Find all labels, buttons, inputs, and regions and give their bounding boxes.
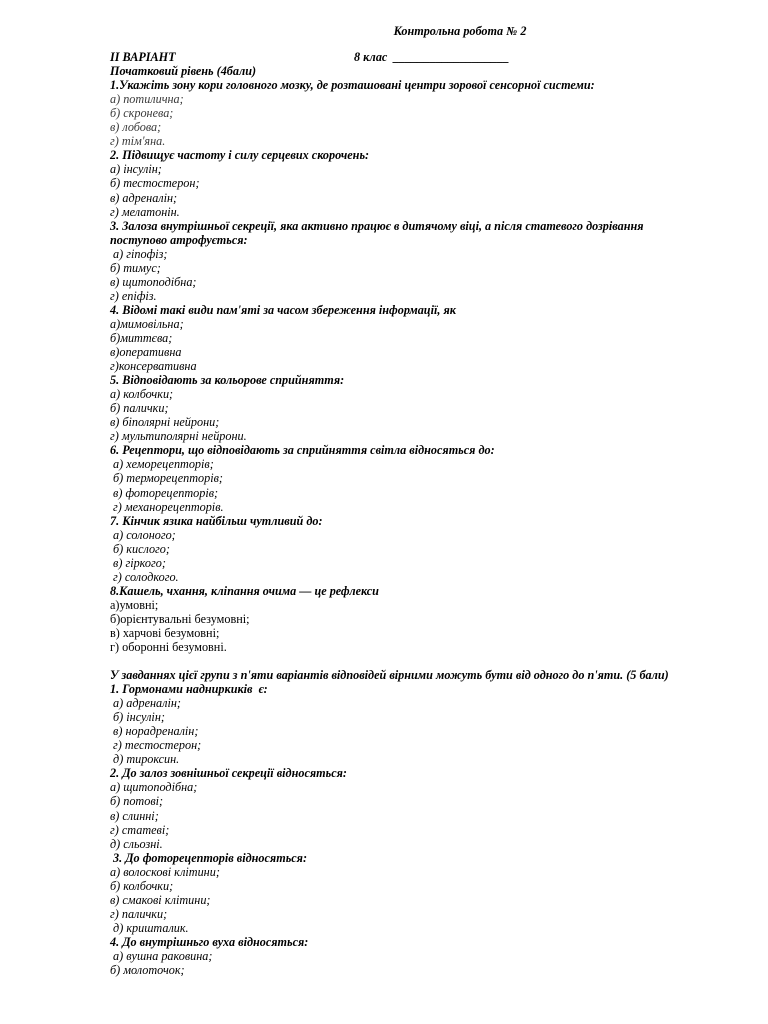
- question-text: 3. Залоза внутрішньої секреції, яка активно працює в дитячому віці, а після статевого дозрівання: [110, 218, 644, 233]
- answer-option: д) тироксин.: [110, 752, 180, 767]
- answer-option: г) епіфіз.: [110, 288, 157, 303]
- answer-option: а) інсулін;: [110, 162, 162, 177]
- answer-option: в) слинні;: [110, 808, 159, 823]
- variant-row: [110, 50, 730, 64]
- answer-option: а) адреналін;: [110, 696, 181, 711]
- document-page: [110, 24, 730, 977]
- answer-option: а)мимовільна;: [110, 316, 184, 331]
- answer-option: д) сльозні.: [110, 836, 163, 851]
- answer-option: г) механорецепторів.: [110, 499, 224, 514]
- answer-option: в) щитоподібна;: [110, 274, 197, 289]
- answer-option: в) гіркого;: [110, 555, 166, 570]
- answer-option: б)орієнтувальні безумовні;: [110, 611, 250, 626]
- answer-option: г) оборонні безумовні.: [110, 640, 227, 655]
- answer-option: а) солоного;: [110, 527, 176, 542]
- answer-option: г) мультиполярні нейрони.: [110, 429, 247, 444]
- page-title: Контрольна робота № 2: [393, 24, 527, 38]
- section-spacer: [110, 654, 730, 668]
- class-label: 8 клас ___________________: [354, 50, 510, 65]
- question-text: 2. Підвищує частоту і силу серцевих скорочень:: [110, 148, 370, 163]
- section2-heading: У завданнях цієї групи з п'яти варіантів відповідей вірними можуть бути від одного до п'яти. (5 бали): [110, 668, 669, 683]
- answer-option: б) інсулін;: [110, 710, 165, 725]
- question-text-continued: поступово атрофується:: [110, 232, 248, 247]
- answer-option: г) статеві;: [110, 822, 170, 837]
- question-text: 7. Кінчик язика найбільш чутливий до:: [110, 513, 323, 528]
- answer-option: г) солодкого.: [110, 569, 179, 584]
- answer-option: в) біполярні нейрони;: [110, 415, 220, 430]
- answer-option: в) лобова;: [110, 120, 162, 135]
- answer-option: в) адреналін;: [110, 190, 178, 205]
- answer-option: г) мелатонін.: [110, 204, 180, 219]
- question-text: 4. До внутрішньго вуха відносяться:: [110, 934, 309, 949]
- answer-option: а) волоскові клітини;: [110, 864, 220, 879]
- question-text: 8.Кашель, чхання, кліпання очима — це рефлекси: [110, 583, 379, 598]
- answer-option: б) терморецепторів;: [110, 471, 223, 486]
- answer-option: б) скронева;: [110, 106, 174, 121]
- answer-option: г)консервативна: [110, 359, 197, 374]
- answer-option: а) хеморецепторів;: [110, 457, 214, 472]
- answer-option: в) норадреналін;: [110, 724, 199, 739]
- question-text: 1.Укажіть зону кори головного мозку, де розташовані центри зорової сенсорної системи:: [110, 78, 595, 93]
- answer-option: в) харчові безумовні;: [110, 625, 220, 640]
- variant-label: II ВАРІАНТ: [110, 50, 176, 65]
- answer-option: в) фоторецепторів;: [110, 485, 219, 500]
- answer-option: б) колбочки;: [110, 878, 174, 893]
- answer-option: а) щитоподібна;: [110, 780, 198, 795]
- answer-option: г) палички;: [110, 906, 168, 921]
- answer-option: в)оперативна: [110, 345, 182, 360]
- answer-option: б) кислого;: [110, 541, 170, 556]
- answer-option: д) кришталик.: [110, 920, 189, 935]
- answer-option: в) смакові клітини;: [110, 892, 211, 907]
- answer-option: б) тестостерон;: [110, 176, 200, 191]
- answer-option: б) палички;: [110, 401, 169, 416]
- answer-option: а) гіпофіз;: [110, 246, 168, 261]
- answer-option: а) вушна раковина;: [110, 949, 213, 963]
- answer-option: б) молоточок;: [110, 963, 185, 978]
- question-text: 5. Відповідають за кольорове сприйняття:: [110, 373, 345, 388]
- question-text: 6. Рецептори, що відповідають за сприйняття світла відносяться до:: [110, 443, 495, 458]
- answer-option: а) колбочки;: [110, 387, 174, 402]
- question-text: 2. До залоз зовнішньої секреції відносяться:: [110, 766, 347, 781]
- answer-option: г) тім'яна.: [110, 134, 166, 149]
- answer-option: а) потилична;: [110, 92, 184, 107]
- answer-option: б)миттєва;: [110, 330, 173, 345]
- answer-option: г) тестостерон;: [110, 738, 202, 753]
- question-text: 1. Гормонами надниркиків є:: [110, 682, 268, 697]
- question-text: 4. Відомі такі види пам'яті за часом збереження інформації, як: [110, 302, 456, 317]
- question-text: 3. До фоторецепторів відносяться:: [110, 850, 308, 865]
- answer-option: б) потові;: [110, 794, 164, 809]
- answer-option: а)умовні;: [110, 597, 159, 612]
- section1-heading: Початковий рівень (4бали): [110, 64, 257, 79]
- answer-option: б) тимус;: [110, 260, 161, 275]
